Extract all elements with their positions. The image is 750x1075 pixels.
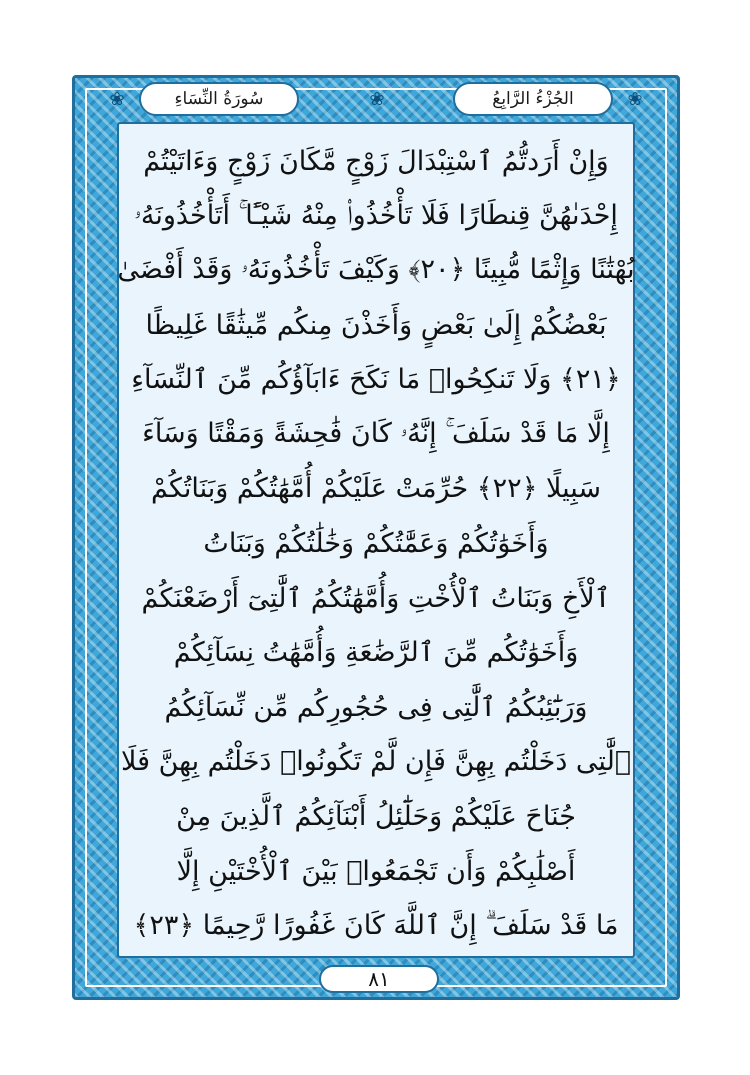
- verse-line: إِحْدَىٰهُنَّ قِنطَارًا فَلَا تَأْخُذُوا۟ مِنْهُ شَيْـًٔا ۚ أَتَأْخُذُونَهُۥ: [134, 199, 618, 231]
- surah-name-cartouche: [139, 82, 299, 116]
- verse-line: وَرَبَٰٓئِبُكُمُ ٱلَّٰتِى فِى حُجُورِكُم مِّن نِّسَآئِكُمُ: [164, 691, 588, 723]
- verse-line: أَصْلَٰبِكُمْ وَأَن تَجْمَعُوا۟ بَيْنَ ٱلْأُخْتَيْنِ إِلَّا: [176, 855, 576, 887]
- verse-line: بُهْتَٰنًا وَإِثْمًا مُّبِينًا ﴿٢٠﴾ وَكَيْفَ تَأْخُذُونَهُۥ وَقَدْ أَفْضَىٰ: [117, 254, 635, 286]
- verse-line: ٱلَّٰتِى دَخَلْتُم بِهِنَّ فَإِن لَّمْ تَكُونُوا۟ دَخَلْتُم بِهِنَّ فَلَا: [120, 746, 632, 778]
- verse-line: سَبِيلًا ﴿٢٢﴾ حُرِّمَتْ عَلَيْكُمْ أُمَّهَٰتُكُمْ وَبَنَاتُكُمْ: [151, 473, 602, 505]
- page-border-frame: [72, 75, 680, 1000]
- juz-name-cartouche: [453, 82, 613, 116]
- verse-lines: [117, 134, 635, 953]
- verse-line: جُنَاحَ عَلَيْكُمْ وَحَلَٰٓئِلُ أَبْنَآئِكُمُ ٱلَّذِينَ مِنْ: [176, 800, 576, 832]
- verse-line: ٱلْأَخِ وَبَنَاتُ ٱلْأُخْتِ وَأُمَّهَٰتُكُمُ ٱلَّٰتِىٓ أَرْضَعْنَكُمْ: [141, 582, 611, 614]
- floral-ornament-icon: ❀: [109, 89, 125, 110]
- verse-line: وَأَخَوَٰتُكُم مِّنَ ٱلرَّضَٰعَةِ وَأُمَّهَٰتُ نِسَآئِكُمْ: [173, 637, 579, 669]
- verse-line: وَإِنْ أَرَدتُّمُ ٱسْتِبْدَالَ زَوْجٍ مَّكَانَ زَوْجٍ وَءَاتَيْتُمْ: [143, 145, 609, 177]
- verse-text-panel: [117, 122, 635, 958]
- page-number: ٨١: [368, 967, 390, 991]
- verse-line: بَعْضُكُمْ إِلَىٰ بَعْضٍ وَأَخَذْنَ مِنكُم مِّيثَٰقًا غَلِيظًا: [145, 309, 607, 341]
- floral-ornament-icon: ❀: [369, 89, 385, 110]
- page-number-cartouche: [319, 965, 439, 993]
- floral-ornament-icon: ❀: [627, 89, 643, 110]
- verse-line: ﴿٢١﴾ وَلَا تَنكِحُوا۟ مَا نَكَحَ ءَابَآؤُكُم مِّنَ ٱلنِّسَآءِ: [131, 364, 621, 396]
- juz-name: الجُزْءُ الرَّابِعُ: [492, 89, 574, 109]
- surah-name: سُورَةُ النِّسَاءِ: [174, 89, 264, 109]
- verse-line: مَا قَدْ سَلَفَ ۗ إِنَّ ٱللَّهَ كَانَ غَفُورًا رَّحِيمًا ﴿٢٣﴾: [133, 909, 619, 941]
- verse-line: إِلَّا مَا قَدْ سَلَفَ ۚ إِنَّهُۥ كَانَ فَٰحِشَةً وَمَقْتًا وَسَآءَ: [142, 418, 610, 450]
- verse-line: وَأَخَوَٰتُكُمْ وَعَمَّٰتُكُمْ وَخَٰلَٰتُكُمْ وَبَنَاتُ: [203, 527, 549, 559]
